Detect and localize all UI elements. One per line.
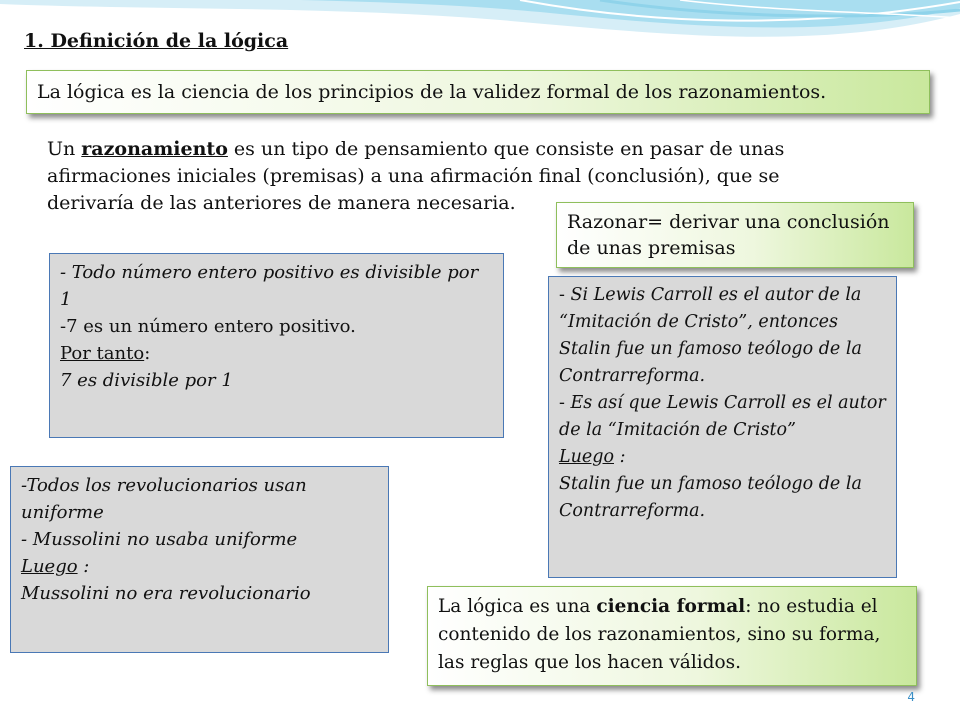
example-1-premise-2: -7 es un número entero positivo. xyxy=(60,316,356,337)
example-3-premise-2: - Mussolini no usaba uniforme xyxy=(21,529,298,550)
razonar-note-box: Razonar= derivar una conclusión de unas premisas xyxy=(556,202,914,268)
formal-note-body: : no estudia el contenido de los razonamientos, sino su forma, las reglas que los hacen válidos. xyxy=(438,596,881,673)
example-1-conclusion: 7 es divisible por 1 xyxy=(60,370,233,391)
definition-box: La lógica es la ciencia de los principios de la validez formal de los razonamientos. xyxy=(26,70,930,114)
example-1-connector-punct: : xyxy=(144,343,151,364)
formal-science-term: ciencia formal xyxy=(596,596,746,617)
example-1-connector: Por tanto xyxy=(60,343,145,364)
paragraph-body: es un tipo de pensamiento que consiste en pasar de unas afirmaciones iniciales (premisas) a una afirmación final (conclusión), que se derivaría de las anteriores de manera necesaria. xyxy=(47,138,785,214)
example-3-conclusion: Mussolini no era revolucionario xyxy=(21,583,311,604)
example-2-connector: Luego xyxy=(559,447,614,467)
example-2-dash-2: - xyxy=(559,393,571,413)
example-3-connector: Luego xyxy=(21,556,78,577)
example-3-connector-line xyxy=(21,553,378,580)
example-box-2 xyxy=(548,276,897,578)
example-2-premise-1-line xyxy=(559,282,886,390)
example-3-premise-1: -Todos los revolucionarios usan uniforme xyxy=(21,475,307,523)
example-2-premise-1: Si Lewis Carroll es el autor de la “Imitación de Cristo”, entonces Stalin fue un famoso teólogo de la Contrarreforma. xyxy=(559,285,862,386)
example-2-dash-1: - xyxy=(559,285,571,305)
reasoning-term: razonamiento xyxy=(81,138,228,160)
example-box-1 xyxy=(49,253,504,438)
page-number: 4 xyxy=(907,690,915,704)
example-2-premise-2-line xyxy=(559,390,886,444)
example-1-premise-1: - Todo número entero positivo es divisible por 1 xyxy=(60,262,479,310)
example-box-3 xyxy=(10,466,389,653)
example-2-premise-2: Es así que Lewis Carroll es el autor de la “Imitación de Cristo” xyxy=(559,393,886,440)
example-2-conclusion: Stalin fue un famoso teólogo de la Contrarreforma. xyxy=(559,474,862,521)
example-2-connector-punct: : xyxy=(614,447,626,467)
slide-title: 1. Definición de la lógica xyxy=(24,30,289,52)
example-1-connector-line xyxy=(60,340,493,367)
example-3-connector-punct: : xyxy=(77,556,90,577)
formal-note-intro: La lógica es una xyxy=(438,596,597,617)
paragraph-intro: Un xyxy=(47,138,82,160)
formal-science-box xyxy=(427,586,917,686)
example-2-connector-line xyxy=(559,444,886,471)
